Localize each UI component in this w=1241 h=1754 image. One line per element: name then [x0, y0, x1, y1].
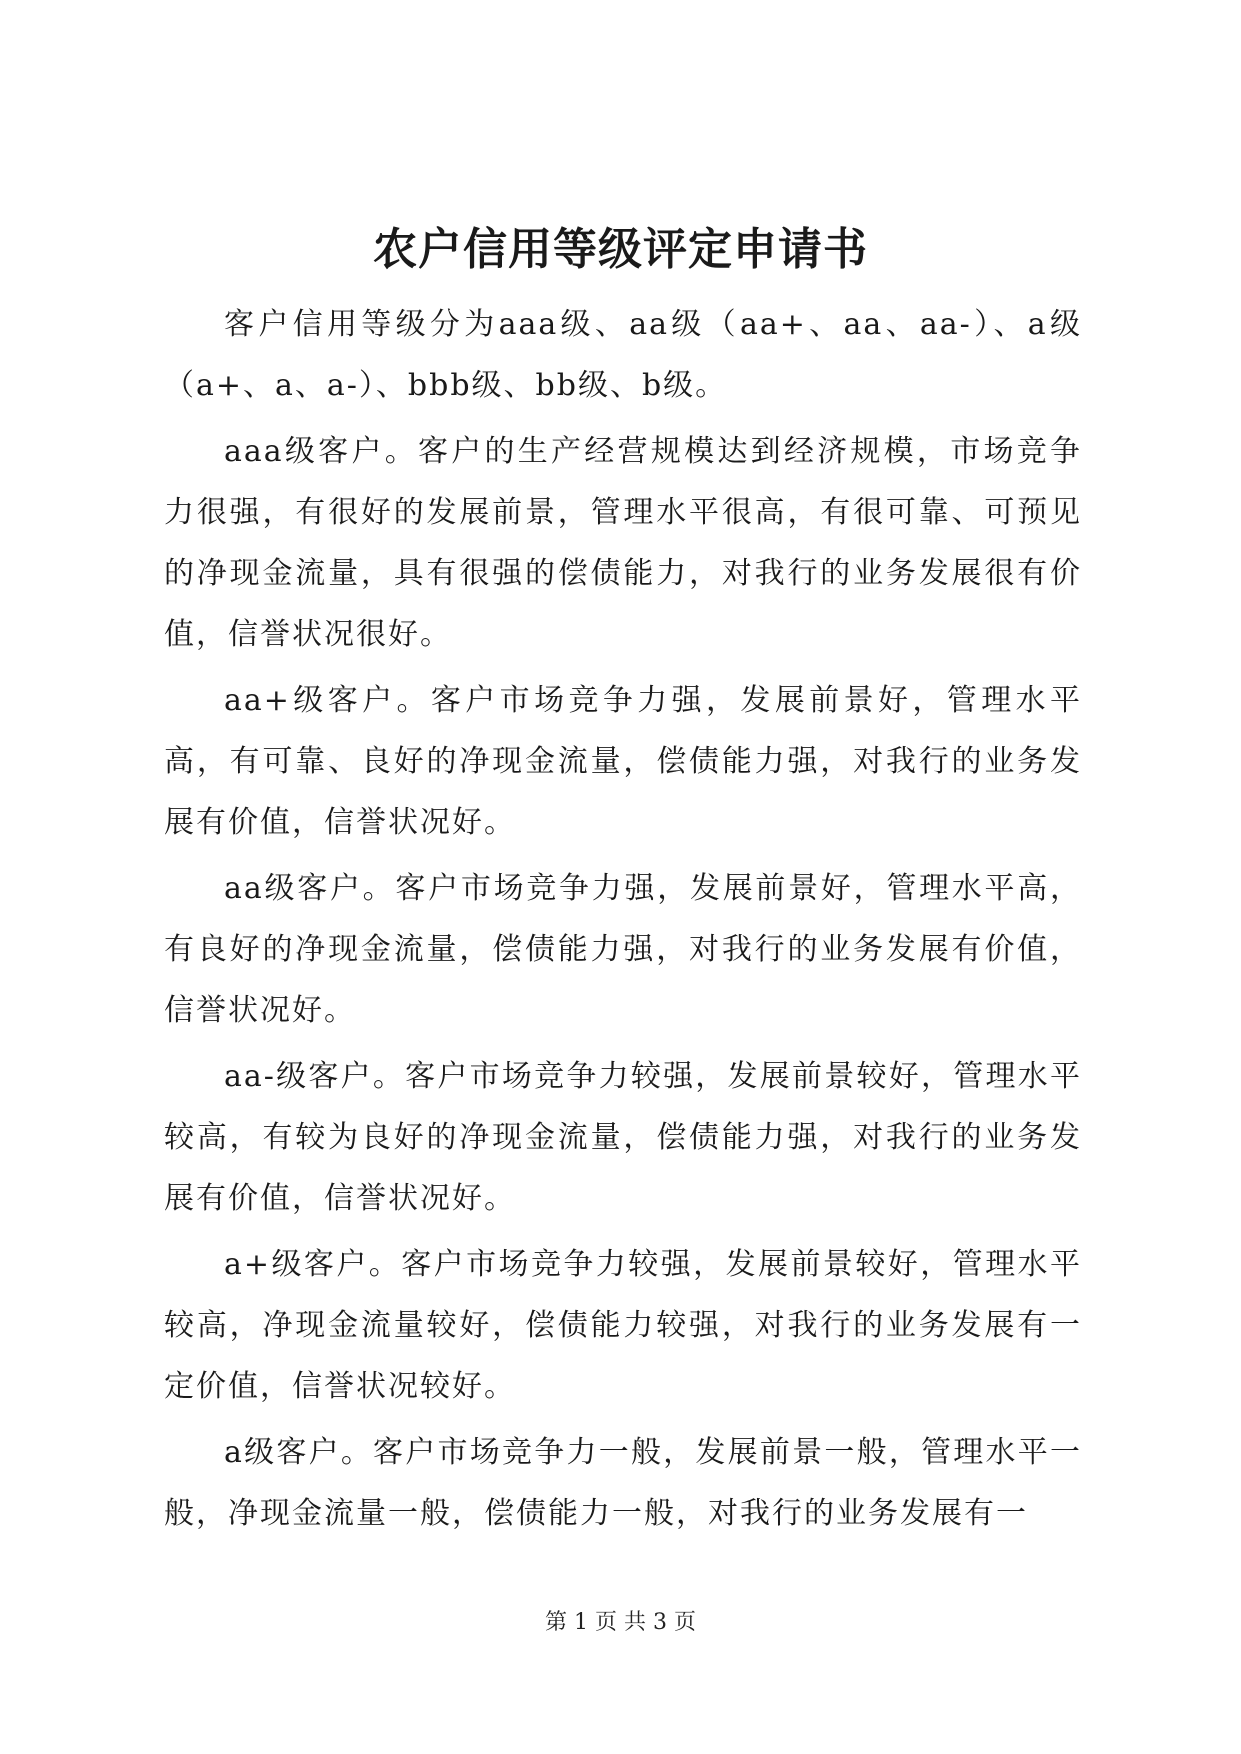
paragraph-grade-overview: 客户信用等级分为aaa级、aa级（aa+、aa、aa-）、a级（a+、a、a-）、bbb级、bb级、b级。 [164, 307, 1082, 403]
paragraph-grade-aa-minus: aa-级客户。客户市场竞争力较强，发展前景较好，管理水平较高，有较为良好的净现金流量，偿债能力强，对我行的业务发展有价值，信誉状况好。 [164, 1059, 1082, 1216]
page-number-footer: 第 1 页 共 3 页 [545, 1610, 696, 1635]
document-body [164, 294, 1082, 1549]
document-title: 农户信用等级评定申请书 [373, 224, 868, 275]
paragraph-grade-aa: aa级客户。客户市场竞争力强，发展前景好，管理水平高，有良好的净现金流量，偿债能力强，对我行的业务发展有价值，信誉状况好。 [164, 871, 1082, 1028]
paragraph-grade-a-plus: a+级客户。客户市场竞争力较强，发展前景较好，管理水平较高，净现金流量较好，偿债能力较强，对我行的业务发展有一定价值，信誉状况较好。 [164, 1247, 1082, 1404]
paragraph-grade-aaa: aaa级客户。客户的生产经营规模达到经济规模，市场竞争力很强，有很好的发展前景，管理水平很高，有很可靠、可预见的净现金流量，具有很强的偿债能力，对我行的业务发展很有价值，信誉状况很好。 [164, 434, 1082, 652]
paragraph-grade-aa-plus: aa+级客户。客户市场竞争力强，发展前景好，管理水平高，有可靠、良好的净现金流量，偿债能力强，对我行的业务发展有价值，信誉状况好。 [164, 683, 1082, 840]
paragraph-grade-a: a级客户。客户市场竞争力一般，发展前景一般，管理水平一般，净现金流量一般，偿债能力一般，对我行的业务发展有一 [164, 1435, 1082, 1531]
